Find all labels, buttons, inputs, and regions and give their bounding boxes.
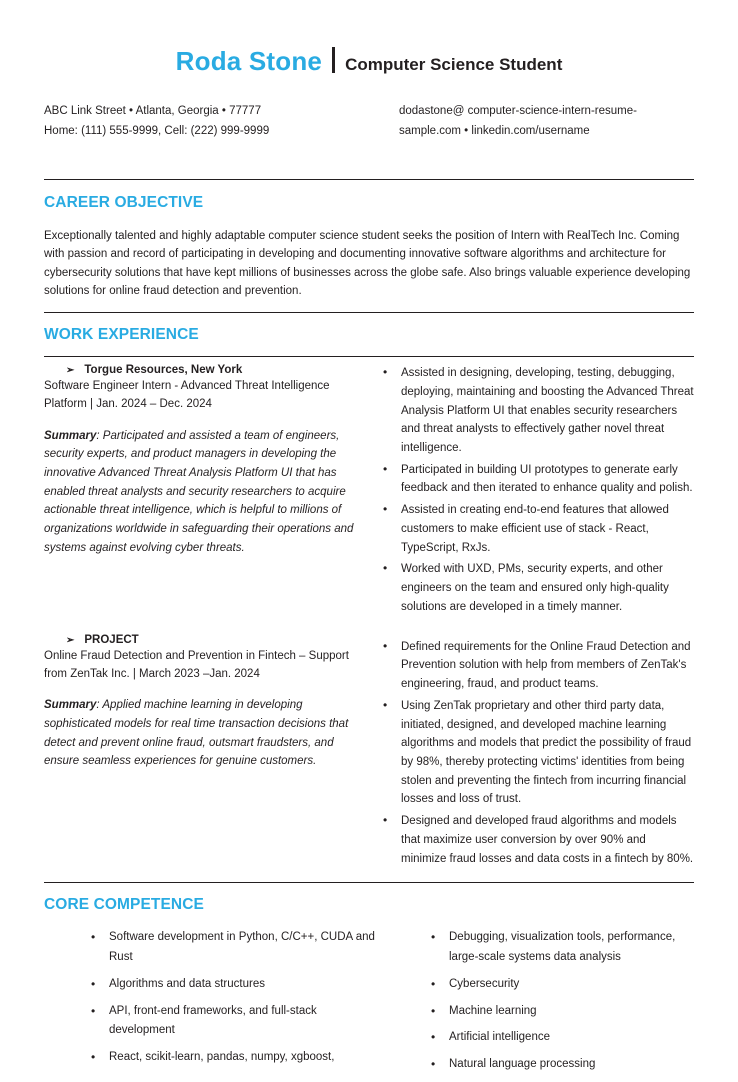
section-title-work-experience: WORK EXPERIENCE (44, 326, 199, 344)
summary-label: Summary (44, 699, 97, 712)
arrow-bullet-icon: ➢ (66, 365, 75, 377)
resume-header (44, 0, 694, 77)
list-item: • Machine learning (422, 1002, 694, 1022)
candidate-name: Roda Stone (175, 46, 323, 76)
work-entry-org-line (44, 364, 360, 376)
work-entry-left-column (44, 364, 374, 557)
list-item: • Worked with UXD, PMs, security experts, and other engineers on the team and ensured only high-quality solutions are developed in a timely manner. (374, 560, 694, 616)
project-entry-org-line (44, 634, 360, 646)
work-entry (44, 364, 694, 620)
contact-links: sample.com • linkedin.com/username (399, 124, 590, 137)
list-item: • Assisted in creating end-to-end features that allowed customers to make efficient use of stack - React, TypeScript, RxJs. (374, 501, 694, 557)
work-entry (44, 634, 694, 872)
list-item: • Defined requirements for the Online Fraud Detection and Prevention solution with help from members of ZenTak's engineering, fraud, and product teams. (374, 638, 694, 694)
contact-online-column (399, 102, 689, 142)
work-entry-bullet-list (374, 364, 694, 617)
list-item: • Natural language processing (422, 1055, 694, 1075)
divider-above-core-competence (44, 882, 694, 883)
contact-address: ABC Link Street • Atlanta, Georgia • 77777 (44, 105, 262, 117)
section-title-core-competence: CORE COMPETENCE (44, 896, 204, 914)
contact-phones: Home: (111) 555-9999, Cell: (222) 999-9999 (44, 124, 270, 137)
arrow-bullet-icon: ➢ (66, 634, 75, 646)
contact-email: dodastone@ computer-science-intern-resume- (399, 105, 637, 117)
project-entry-summary (44, 696, 360, 771)
work-entry-right-column (374, 364, 694, 620)
core-competence-right-list (422, 928, 694, 1075)
summary-text: : Applied machine learning in developing sophisticated models for real time transaction decisions that detect and prevent online fraud, outsmart fraudsters, and ensure seamless experiences for genuine customers. (44, 699, 349, 768)
list-item: • Debugging, visualization tools, performance, large-scale systems data analysis (422, 928, 694, 968)
list-item: • Artificial intelligence (422, 1028, 694, 1048)
list-item: • Assisted in designing, developing, testing, debugging, deploying, maintaining and boosting the Advanced Threat Analysis Platform UI that enables security researchers and threat analysts to effectively gather novel threat intelligence. (374, 364, 694, 458)
divider-above-career-objective (44, 179, 694, 180)
project-entry-org: PROJECT (84, 633, 139, 646)
project-entry-bullet-list (374, 638, 694, 869)
candidate-headline: Computer Science Student (345, 55, 563, 74)
section-title-career-objective: CAREER OBJECTIVE (44, 193, 204, 211)
contact-block (44, 102, 694, 142)
list-item: • Software development in Python, C/C++, CUDA and Rust (82, 928, 384, 968)
core-competence-right-column (384, 928, 694, 1082)
core-competence-columns (44, 928, 694, 1082)
core-competence-left-column (44, 928, 384, 1082)
list-item: • React, scikit-learn, pandas, numpy, xgboost, (82, 1048, 384, 1068)
work-entry-summary (44, 427, 360, 557)
list-item: • Cybersecurity (422, 975, 694, 995)
list-item: • API, front-end frameworks, and full-stack development (82, 1002, 384, 1042)
project-entry-right-column (374, 634, 694, 872)
project-entry-role: Online Fraud Detection and Prevention in Fintech – Support from ZenTak Inc. | March 2023 –Jan. 2024 (44, 649, 349, 680)
summary-text: : Participated and assisted a team of engineers, security experts, and product managers in developing the innovative Advanced Threat Analysis Platform UI that has enabled threat analysts and security researchers to acquire actionable threat intelligence, which is helpful to millions of organizations worldwide in safeguarding their operations and systems against evolving cyber threats. (44, 429, 354, 554)
work-entry-role: Software Engineer Intern - Advanced Threat Intelligence Platform | Jan. 2024 – Dec. 2024 (44, 380, 330, 411)
work-entry-org: Torgue Resources, New York (84, 364, 243, 377)
contact-address-column (44, 102, 399, 142)
summary-label: Summary (44, 429, 97, 442)
divider-above-work-experience (44, 312, 694, 313)
name-divider (332, 47, 335, 73)
list-item: • Designed and developed fraud algorithms and models that maximize user conversion by over 90% and minimize fraud losses and data costs in a fintech by 80%. (374, 812, 694, 868)
list-item: • Algorithms and data structures (82, 975, 384, 995)
project-entry-left-column (44, 634, 374, 771)
list-item: • Using ZenTak proprietary and other third party data, initiated, designed, and developed machine learning algorithms and models that predict the possibility of fraud by 98%, thereby protecting victims' identities from being stolen and preventing the fintech from incurring financial losses and loss of trust. (374, 697, 694, 809)
career-objective-text: Exceptionally talented and highly adaptable computer science student seeks the position of Intern with RealTech Inc. Coming with passion and record of participating in developing and documenting innovative software algorithms and architecture for cybersecurity solutions that have kept millions of businesses across the globe safe. Also brings valuable experience developing solutions for online fraud detection and prevention. (44, 229, 691, 298)
list-item: • Participated in building UI prototypes to generate early feedback and then iterated to enhance quality and polish. (374, 461, 694, 498)
core-competence-left-list (82, 928, 384, 1068)
divider-below-work-experience-title (44, 356, 694, 357)
